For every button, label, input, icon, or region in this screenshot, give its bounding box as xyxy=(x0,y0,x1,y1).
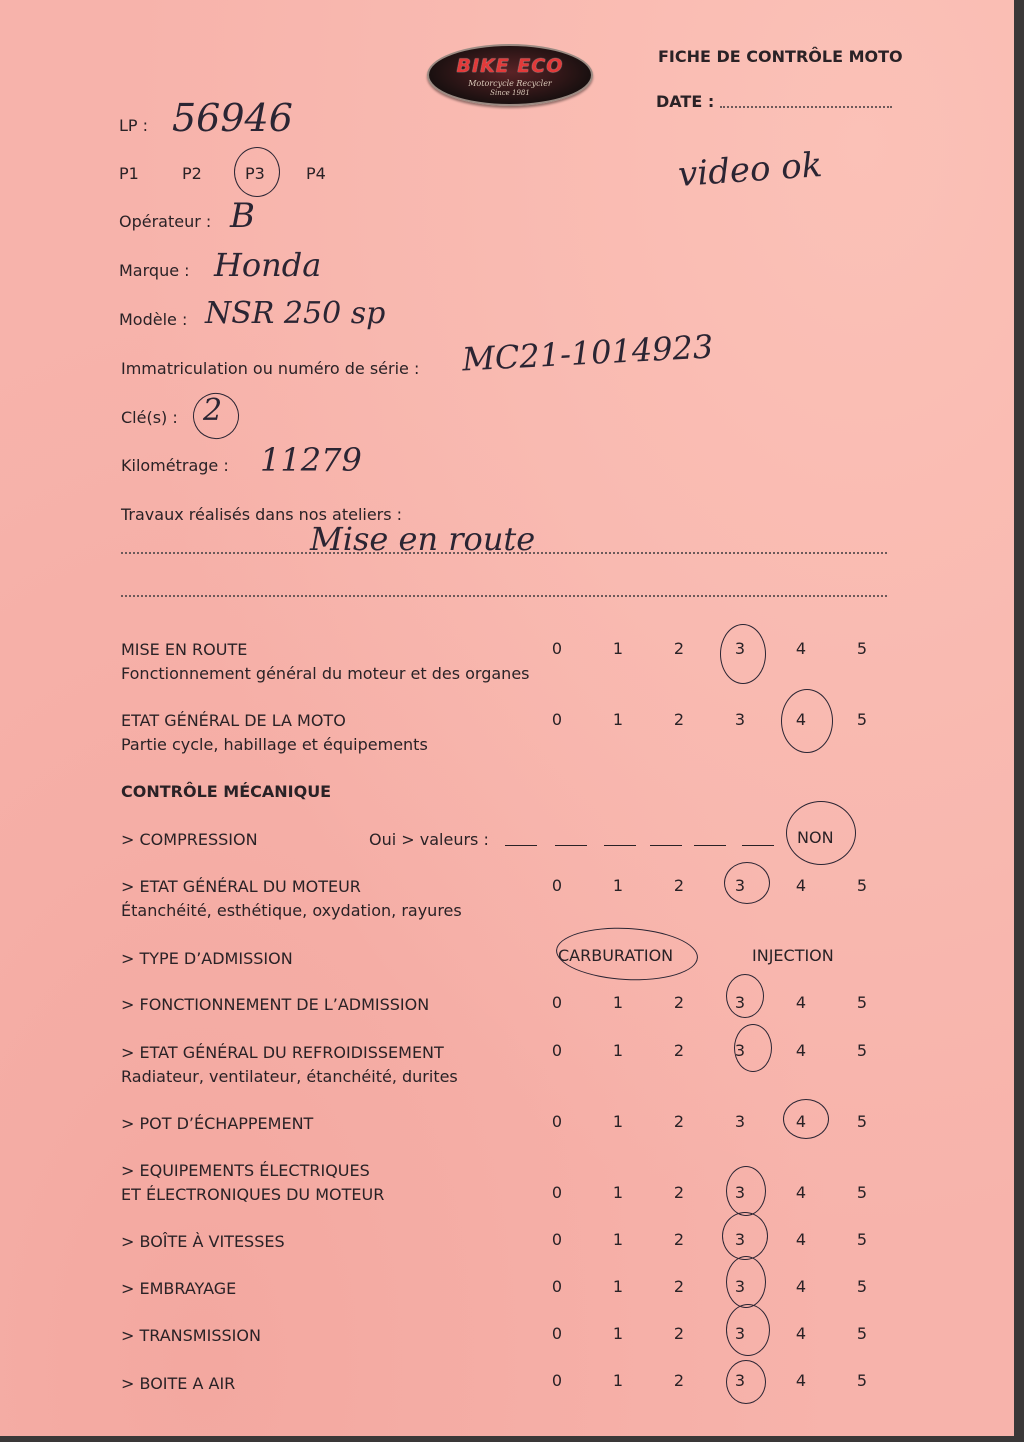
compression-non-option[interactable]: NON xyxy=(797,828,834,847)
scale-1[interactable]: 1 xyxy=(612,639,624,658)
works-label: Travaux réalisés dans nos ateliers : xyxy=(121,505,403,524)
scale-0[interactable]: 0 xyxy=(551,639,563,658)
scale-2[interactable]: 2 xyxy=(673,639,685,658)
date-field[interactable] xyxy=(720,106,892,108)
mise-en-route-title: MISE EN ROUTE xyxy=(121,640,248,659)
transmission-label: > TRANSMISSION xyxy=(121,1326,261,1345)
scale-0[interactable]: 0 xyxy=(551,1371,563,1390)
date-label: DATE : xyxy=(656,92,715,111)
scale-1[interactable]: 1 xyxy=(612,993,624,1012)
cooling-selection xyxy=(734,1024,772,1072)
scale-3[interactable]: 3 xyxy=(734,1183,746,1202)
scale-3[interactable]: 3 xyxy=(734,1112,746,1131)
scale-1[interactable]: 1 xyxy=(612,1230,624,1249)
exhaust-label: > POT D’ÉCHAPPEMENT xyxy=(121,1114,314,1133)
compression-value-3[interactable] xyxy=(604,845,636,846)
scale-0[interactable]: 0 xyxy=(551,1277,563,1296)
engine-selection xyxy=(724,862,770,904)
intake-injection-option[interactable]: INJECTION xyxy=(752,946,834,965)
p3-selection-circle xyxy=(234,147,280,197)
scale-2[interactable]: 2 xyxy=(673,1324,685,1343)
compression-non-selection xyxy=(786,801,856,865)
exhaust-selection xyxy=(783,1099,829,1139)
brand-value: Honda xyxy=(214,246,322,284)
scale-3[interactable]: 3 xyxy=(734,1324,746,1343)
scale-1[interactable]: 1 xyxy=(612,1371,624,1390)
scale-0[interactable]: 0 xyxy=(551,1230,563,1249)
clutch-label: > EMBRAYAGE xyxy=(121,1279,237,1298)
scale-5[interactable]: 5 xyxy=(856,993,868,1012)
p1-option[interactable]: P1 xyxy=(119,164,139,183)
scale-0[interactable]: 0 xyxy=(551,876,563,895)
serial-label: Immatriculation ou numéro de série : xyxy=(121,359,420,378)
scale-3[interactable]: 3 xyxy=(734,710,746,729)
scale-2[interactable]: 2 xyxy=(673,1112,685,1131)
scale-0[interactable]: 0 xyxy=(551,1041,563,1060)
scale-2[interactable]: 2 xyxy=(673,876,685,895)
scale-4[interactable]: 4 xyxy=(795,1112,807,1131)
mise-en-route-subtitle: Fonctionnement général du moteur et des organes xyxy=(121,664,530,683)
scale-5[interactable]: 5 xyxy=(856,1230,868,1249)
etat-moto-subtitle: Partie cycle, habillage et équipements xyxy=(121,735,428,754)
electrical-label: > EQUIPEMENTS ÉLECTRIQUES xyxy=(121,1161,370,1180)
lp-label: LP : xyxy=(119,116,149,135)
scale-3[interactable]: 3 xyxy=(734,876,746,895)
scale-4[interactable]: 4 xyxy=(795,1230,807,1249)
scale-2[interactable]: 2 xyxy=(673,710,685,729)
p3-option[interactable]: P3 xyxy=(245,164,265,183)
gearbox-label: > BOÎTE À VITESSES xyxy=(121,1232,285,1251)
cooling-label: > ETAT GÉNÉRAL DU REFROIDISSEMENT xyxy=(121,1043,444,1062)
scale-5[interactable]: 5 xyxy=(856,1112,868,1131)
scale-0[interactable]: 0 xyxy=(551,1183,563,1202)
cooling-subtitle: Radiateur, ventilateur, étanchéité, durites xyxy=(121,1067,458,1086)
keys-label: Clé(s) : xyxy=(121,408,178,427)
logo-brand: BIKE ECO xyxy=(456,55,564,77)
logo-subtitle: Motorcycle Recycler xyxy=(468,79,552,88)
scale-4[interactable]: 4 xyxy=(795,1183,807,1202)
form-title: FICHE DE CONTRÔLE MOTO xyxy=(658,47,903,66)
engine-subtitle: Étanchéité, esthétique, oxydation, rayures xyxy=(121,901,462,920)
airbox-selection xyxy=(726,1360,766,1404)
intake-carburation-option[interactable]: CARBURATION xyxy=(558,946,674,965)
scale-3[interactable]: 3 xyxy=(734,993,746,1012)
electrical-label-2: ET ÉLECTRONIQUES DU MOTEUR xyxy=(121,1185,385,1204)
compression-value-1[interactable] xyxy=(505,845,537,846)
logo-since: Since 1981 xyxy=(490,89,530,97)
p2-option[interactable]: P2 xyxy=(182,164,202,183)
transmission-selection xyxy=(726,1304,770,1356)
scale-0[interactable]: 0 xyxy=(551,710,563,729)
works-value: Mise en route xyxy=(310,520,536,558)
scale-1[interactable]: 1 xyxy=(612,1277,624,1296)
mileage-label: Kilométrage : xyxy=(121,456,229,475)
scale-1[interactable]: 1 xyxy=(612,1041,624,1060)
scale-2[interactable]: 2 xyxy=(673,1371,685,1390)
scale-3[interactable]: 3 xyxy=(734,1041,746,1060)
admission-label: > FONCTIONNEMENT DE L’ADMISSION xyxy=(121,995,430,1014)
electrical-selection xyxy=(726,1166,766,1216)
operator-value: B xyxy=(230,196,255,236)
scale-4[interactable]: 4 xyxy=(795,1324,807,1343)
scale-5[interactable]: 5 xyxy=(856,876,868,895)
intake-carburation-selection xyxy=(555,924,700,983)
scale-2[interactable]: 2 xyxy=(673,1041,685,1060)
works-line-1[interactable] xyxy=(121,552,887,554)
airbox-label: > BOITE A AIR xyxy=(121,1374,236,1393)
scale-5[interactable]: 5 xyxy=(856,1277,868,1296)
scale-5[interactable]: 5 xyxy=(856,1041,868,1060)
brand-label: Marque : xyxy=(119,261,190,280)
scale-1[interactable]: 1 xyxy=(612,1324,624,1343)
compression-label: > COMPRESSION xyxy=(121,830,258,849)
scale-1[interactable]: 1 xyxy=(612,710,624,729)
scale-2[interactable]: 2 xyxy=(673,993,685,1012)
scale-4[interactable]: 4 xyxy=(795,876,807,895)
keys-value: 2 xyxy=(203,393,223,428)
model-label: Modèle : xyxy=(119,310,188,329)
compression-oui-label: Oui > valeurs : xyxy=(369,830,489,849)
scale-4[interactable]: 4 xyxy=(795,1371,807,1390)
scale-0[interactable]: 0 xyxy=(551,1112,563,1131)
scale-2[interactable]: 2 xyxy=(673,1183,685,1202)
serial-value: MC21-1014923 xyxy=(461,327,715,379)
scale-4[interactable]: 4 xyxy=(795,993,807,1012)
scale-5[interactable]: 5 xyxy=(856,1324,868,1343)
scale-3[interactable]: 3 xyxy=(734,1277,746,1296)
compression-value-6[interactable] xyxy=(742,845,774,846)
compression-value-2[interactable] xyxy=(555,845,587,846)
mechanical-heading: CONTRÔLE MÉCANIQUE xyxy=(121,782,332,801)
scale-5[interactable]: 5 xyxy=(856,1183,868,1202)
scale-5[interactable]: 5 xyxy=(856,639,868,658)
handwritten-note: video ok xyxy=(676,145,824,195)
lp-value: 56946 xyxy=(172,96,293,140)
scale-4[interactable]: 4 xyxy=(795,1277,807,1296)
bike-eco-logo xyxy=(427,44,593,106)
scale-1[interactable]: 1 xyxy=(612,1183,624,1202)
scale-2[interactable]: 2 xyxy=(673,1230,685,1249)
scale-3[interactable]: 3 xyxy=(734,639,746,658)
compression-value-4[interactable] xyxy=(650,845,682,846)
works-line-2[interactable] xyxy=(121,595,887,597)
scale-1[interactable]: 1 xyxy=(612,1112,624,1131)
scale-3[interactable]: 3 xyxy=(734,1371,746,1390)
scale-4[interactable]: 4 xyxy=(795,1041,807,1060)
scale-4[interactable]: 4 xyxy=(795,710,807,729)
engine-label: > ETAT GÉNÉRAL DU MOTEUR xyxy=(121,877,361,896)
scale-4[interactable]: 4 xyxy=(795,639,807,658)
keys-circle xyxy=(187,387,246,446)
scale-1[interactable]: 1 xyxy=(612,876,624,895)
mise-en-route-selection xyxy=(720,624,766,684)
admission-selection xyxy=(726,974,764,1018)
clutch-selection xyxy=(726,1256,766,1308)
mileage-value: 11279 xyxy=(260,441,362,479)
scale-0[interactable]: 0 xyxy=(551,1324,563,1343)
compression-value-5[interactable] xyxy=(694,845,726,846)
scale-3[interactable]: 3 xyxy=(734,1230,746,1249)
etat-moto-title: ETAT GÉNÉRAL DE LA MOTO xyxy=(121,711,346,730)
scale-0[interactable]: 0 xyxy=(551,993,563,1012)
etat-moto-selection xyxy=(781,689,833,753)
model-value: NSR 250 sp xyxy=(205,296,386,331)
operator-label: Opérateur : xyxy=(119,212,212,231)
scale-5[interactable]: 5 xyxy=(856,710,868,729)
scale-2[interactable]: 2 xyxy=(673,1277,685,1296)
scale-5[interactable]: 5 xyxy=(856,1371,868,1390)
intake-type-label: > TYPE D’ADMISSION xyxy=(121,949,293,968)
p4-option[interactable]: P4 xyxy=(306,164,326,183)
gearbox-selection xyxy=(722,1212,768,1260)
